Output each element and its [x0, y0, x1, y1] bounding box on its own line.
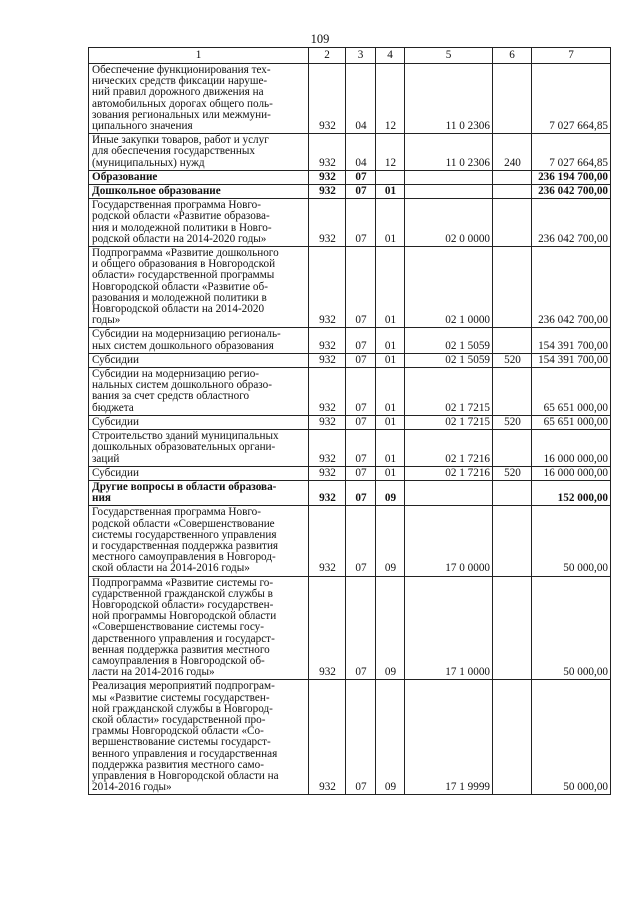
subsection-code: 09: [384, 666, 397, 679]
target-article-code: 11 0 2306: [445, 120, 490, 133]
target-article-code-cell: [405, 576, 493, 680]
row-name-cell: [89, 353, 309, 367]
row-name: Субсидии: [92, 466, 139, 479]
subsection-code: 01: [384, 314, 397, 327]
target-article-code-cell: [405, 430, 493, 467]
column-header-7: 7: [532, 48, 611, 64]
row-name: Иные закупки товаров, работ и услуг для обеспечения государственных (муниципальных) нужд: [92, 134, 269, 169]
table-row: [89, 415, 611, 429]
row-name: Обеспечение функционирования тех- нических средств фиксации наруше- ний правил дорожного движения на автомобильных дорогах общего поль- зования региональных или межмуни- ципального значения: [92, 64, 273, 133]
subsection-code: 12: [384, 156, 397, 169]
row-name: Реализация мероприятий подпрограм- мы «Развитие системы государствен- ной гражданской службы в Новгород- ской области» государственной про- граммы Новгородской области «Со- вершенствование системы государст- венного управления и государственная поддержка развития местного само- управления в Новгородской области на 2014-2016 годы»: [92, 680, 279, 794]
amount: 154 391 700,00: [538, 353, 608, 366]
amount-cell: [532, 353, 611, 367]
section-code: 07: [355, 666, 367, 679]
row-name-cell: [89, 506, 309, 576]
section-code: 07: [355, 492, 367, 505]
row-name: Субсидии: [92, 415, 139, 428]
section-code-cell: [346, 576, 376, 680]
page-number: 109: [310, 32, 330, 46]
ministry-code: 932: [319, 401, 336, 414]
section-code: 04: [355, 156, 367, 169]
expense-type-code-cell: [493, 506, 532, 576]
amount-cell: [532, 480, 611, 505]
amount: 65 651 000,00: [543, 415, 608, 428]
column-header-1: 1: [89, 48, 309, 64]
subsection-code-cell: [376, 185, 405, 199]
expense-type-code: 240: [504, 156, 521, 169]
row-name-cell: [89, 576, 309, 680]
subsection-code: 09: [384, 492, 397, 505]
section-code: 07: [355, 339, 367, 352]
section-code-cell: [346, 64, 376, 134]
expense-type-code-cell: [493, 64, 532, 134]
column-number-row: [89, 48, 611, 64]
subsection-code-cell: [376, 430, 405, 467]
section-code: 07: [355, 232, 367, 245]
amount-cell: [532, 64, 611, 134]
target-article-code-cell: [405, 247, 493, 328]
expense-type-code-cell: [493, 185, 532, 199]
row-name: Подпрограмма «Развитие системы го- сударственной гражданской службы в Новгородской области» государствен- ной программы Новгородской области «Совершенствование системы госу- дарственного управления и государст- венная поддержка развития местного самоуправления в Новгородской об- ласти на 2014-2016 годы»: [92, 576, 277, 679]
ministry-code-cell: [309, 353, 346, 367]
target-article-code: 02 1 7215: [445, 415, 490, 428]
ministry-code: 932: [319, 170, 336, 183]
expense-type-code-cell: [493, 134, 532, 171]
section-code-cell: [346, 506, 376, 576]
ministry-code: 932: [319, 185, 336, 198]
target-article-code-cell: [405, 480, 493, 505]
table-row: [89, 134, 611, 171]
section-code-cell: [346, 199, 376, 247]
row-name-cell: [89, 134, 309, 171]
subsection-code: 01: [384, 452, 397, 465]
section-code: 07: [355, 353, 367, 366]
ministry-code-cell: [309, 576, 346, 680]
amount: 50 000,00: [563, 666, 608, 679]
expense-type-code-cell: [493, 328, 532, 353]
expense-type-code-cell: [493, 199, 532, 247]
subsection-code: 01: [384, 232, 397, 245]
expense-type-code-cell: [493, 247, 532, 328]
amount: 236 194 700,00: [538, 170, 608, 183]
section-code-cell: [346, 415, 376, 429]
amount-cell: [532, 199, 611, 247]
section-code: 07: [355, 452, 367, 465]
ministry-code: 932: [319, 120, 336, 133]
amount: 154 391 700,00: [538, 339, 608, 352]
column-header-6: 6: [493, 48, 532, 64]
column-header-5: 5: [405, 48, 493, 64]
subsection-code: 12: [384, 120, 397, 133]
amount-cell: [532, 134, 611, 171]
expense-type-code-cell: [493, 170, 532, 184]
subsection-code: 01: [384, 401, 397, 414]
ministry-code: 932: [319, 466, 336, 479]
ministry-code: 932: [319, 666, 336, 679]
amount-cell: [532, 185, 611, 199]
section-code-cell: [346, 368, 376, 416]
target-article-code: 17 0 0000: [445, 562, 490, 575]
target-article-code-cell: [405, 368, 493, 416]
target-article-code-cell: [405, 199, 493, 247]
target-article-code-cell: [405, 64, 493, 134]
subsection-code-cell: [376, 328, 405, 353]
amount: 50 000,00: [563, 781, 608, 794]
section-code-cell: [346, 680, 376, 795]
section-code-cell: [346, 247, 376, 328]
column-header-4: 4: [376, 48, 405, 64]
target-article-code-cell: [405, 328, 493, 353]
target-article-code: 17 1 9999: [445, 781, 490, 794]
expense-type-code: 520: [504, 466, 521, 479]
subsection-code: 01: [384, 466, 397, 479]
ministry-code: 932: [319, 492, 336, 505]
amount-cell: [532, 328, 611, 353]
target-article-code-cell: [405, 680, 493, 795]
target-article-code-cell: [405, 170, 493, 184]
subsection-code: 01: [384, 339, 397, 352]
amount-cell: [532, 368, 611, 416]
section-code: 07: [355, 781, 367, 794]
subsection-code-cell: [376, 415, 405, 429]
amount: 16 000 000,00: [543, 452, 608, 465]
expense-type-code-cell: [493, 576, 532, 680]
row-name-cell: [89, 466, 309, 480]
section-code-cell: [346, 185, 376, 199]
ministry-code-cell: [309, 506, 346, 576]
subsection-code-cell: [376, 170, 405, 184]
subsection-code: 09: [384, 781, 397, 794]
subsection-code: 01: [384, 185, 397, 198]
amount-cell: [532, 415, 611, 429]
table-row: [89, 576, 611, 680]
expense-type-code: 520: [504, 353, 521, 366]
ministry-code-cell: [309, 64, 346, 134]
row-name: Строительство зданий муниципальных дошкольных образовательных органи- заций: [92, 430, 279, 465]
row-name-cell: [89, 430, 309, 467]
row-name-cell: [89, 480, 309, 505]
expense-type-code-cell: [493, 353, 532, 367]
section-code-cell: [346, 480, 376, 505]
target-article-code-cell: [405, 185, 493, 199]
expense-type-code-cell: [493, 415, 532, 429]
section-code-cell: [346, 353, 376, 367]
amount-cell: [532, 466, 611, 480]
subsection-code-cell: [376, 466, 405, 480]
table-row: [89, 64, 611, 134]
amount: 236 042 700,00: [538, 232, 608, 245]
target-article-code: 02 1 7216: [445, 466, 490, 479]
amount: 236 042 700,00: [538, 314, 608, 327]
ministry-code-cell: [309, 480, 346, 505]
section-code: 07: [355, 170, 367, 183]
budget-table: [88, 47, 611, 795]
amount: 7 027 664,85: [549, 156, 608, 169]
amount: 236 042 700,00: [538, 185, 608, 198]
subsection-code-cell: [376, 368, 405, 416]
table-row: [89, 185, 611, 199]
subsection-code-cell: [376, 247, 405, 328]
subsection-code-cell: [376, 64, 405, 134]
target-article-code: 17 1 0000: [445, 666, 490, 679]
subsection-code: 01: [384, 415, 397, 428]
expense-type-code-cell: [493, 430, 532, 467]
row-name: Подпрограмма «Развитие дошкольного и общего образования в Новгородской области» государственной программы Новгородской области «Развитие об- разования и молодежной политики в Новгородской области на 2014-2020 годы»: [92, 247, 279, 327]
ministry-code-cell: [309, 170, 346, 184]
row-name: Дошкольное образование: [92, 185, 221, 198]
table-row: [89, 506, 611, 576]
column-header-3: 3: [346, 48, 376, 64]
ministry-code: 932: [319, 781, 336, 794]
amount-cell: [532, 506, 611, 576]
section-code: 07: [355, 401, 367, 414]
table-row: [89, 368, 611, 416]
ministry-code-cell: [309, 185, 346, 199]
ministry-code: 932: [319, 452, 336, 465]
row-name: Субсидии: [92, 353, 139, 366]
ministry-code-cell: [309, 328, 346, 353]
section-code-cell: [346, 430, 376, 467]
expense-type-code-cell: [493, 480, 532, 505]
row-name-cell: [89, 199, 309, 247]
section-code: 07: [355, 185, 367, 198]
table-row: [89, 170, 611, 184]
subsection-code-cell: [376, 680, 405, 795]
ministry-code: 932: [319, 339, 336, 352]
amount: 7 027 664,85: [549, 120, 608, 133]
section-code: 07: [355, 415, 367, 428]
target-article-code: 02 0 0000: [445, 232, 490, 245]
table-row: [89, 680, 611, 795]
row-name-cell: [89, 64, 309, 134]
ministry-code-cell: [309, 680, 346, 795]
ministry-code: 932: [319, 415, 336, 428]
table-row: [89, 430, 611, 467]
row-name: Государственная программа Новго- родской области «Совершенствование системы государственного управления и государственная поддержка развития местного самоуправления в Новгород- ской области на 2014-2016 годы»: [92, 506, 279, 575]
table-row: [89, 353, 611, 367]
target-article-code-cell: [405, 134, 493, 171]
column-header-2: 2: [309, 48, 346, 64]
ministry-code-cell: [309, 199, 346, 247]
section-code-cell: [346, 134, 376, 171]
amount-cell: [532, 576, 611, 680]
section-code-cell: [346, 466, 376, 480]
ministry-code: 932: [319, 232, 336, 245]
section-code: 07: [355, 314, 367, 327]
ministry-code-cell: [309, 430, 346, 467]
section-code-cell: [346, 170, 376, 184]
amount: 16 000 000,00: [543, 466, 608, 479]
row-name: Государственная программа Новго- родской области «Развитие образова- ния и молодежной политики в Новго- родской области на 2014-2020 годы»: [92, 199, 272, 245]
ministry-code-cell: [309, 415, 346, 429]
amount-cell: [532, 247, 611, 328]
ministry-code-cell: [309, 247, 346, 328]
target-article-code: 11 0 2306: [445, 156, 490, 169]
target-article-code-cell: [405, 353, 493, 367]
row-name: Образование: [92, 170, 158, 183]
target-article-code: 02 1 5059: [445, 353, 490, 366]
subsection-code: 01: [384, 353, 397, 366]
ministry-code-cell: [309, 466, 346, 480]
amount: 50 000,00: [563, 562, 608, 575]
row-name: Субсидии на модернизацию региональ- ных систем дошкольного образования: [92, 328, 281, 352]
expense-type-code: 520: [504, 415, 521, 428]
expense-type-code-cell: [493, 368, 532, 416]
row-name-cell: [89, 415, 309, 429]
target-article-code-cell: [405, 506, 493, 576]
amount: 65 651 000,00: [543, 401, 608, 414]
row-name-cell: [89, 185, 309, 199]
ministry-code: 932: [319, 353, 336, 366]
expense-type-code-cell: [493, 680, 532, 795]
section-code-cell: [346, 328, 376, 353]
table-row: [89, 466, 611, 480]
row-name-cell: [89, 247, 309, 328]
section-code: 04: [355, 120, 367, 133]
subsection-code-cell: [376, 199, 405, 247]
table-row: [89, 328, 611, 353]
row-name-cell: [89, 170, 309, 184]
subsection-code-cell: [376, 506, 405, 576]
section-code: 07: [355, 562, 367, 575]
target-article-code-cell: [405, 415, 493, 429]
ministry-code: 932: [319, 314, 336, 327]
subsection-code-cell: [376, 480, 405, 505]
target-article-code: 02 1 0000: [445, 314, 490, 327]
target-article-code-cell: [405, 466, 493, 480]
target-article-code: 02 1 7215: [445, 401, 490, 414]
row-name-cell: [89, 328, 309, 353]
amount-cell: [532, 170, 611, 184]
subsection-code-cell: [376, 134, 405, 171]
ministry-code: 932: [319, 562, 336, 575]
amount: 152 000,00: [557, 492, 608, 505]
section-code: 07: [355, 466, 367, 479]
subsection-code-cell: [376, 353, 405, 367]
row-name: Субсидии на модернизацию регио- нальных систем дошкольного образо- вания за счет средств областного бюджета: [92, 368, 272, 414]
budget-table-body: [89, 48, 611, 795]
subsection-code: 09: [384, 562, 397, 575]
table-row: [89, 199, 611, 247]
ministry-code-cell: [309, 134, 346, 171]
ministry-code-cell: [309, 368, 346, 416]
table-row: [89, 480, 611, 505]
expense-type-code-cell: [493, 466, 532, 480]
row-name-cell: [89, 368, 309, 416]
row-name-cell: [89, 680, 309, 795]
target-article-code: 02 1 5059: [445, 339, 490, 352]
ministry-code: 932: [319, 156, 336, 169]
amount-cell: [532, 680, 611, 795]
target-article-code: 02 1 7216: [445, 452, 490, 465]
row-name: Другие вопросы в области образова- ния: [92, 480, 277, 505]
subsection-code-cell: [376, 576, 405, 680]
amount-cell: [532, 430, 611, 467]
table-row: [89, 247, 611, 328]
